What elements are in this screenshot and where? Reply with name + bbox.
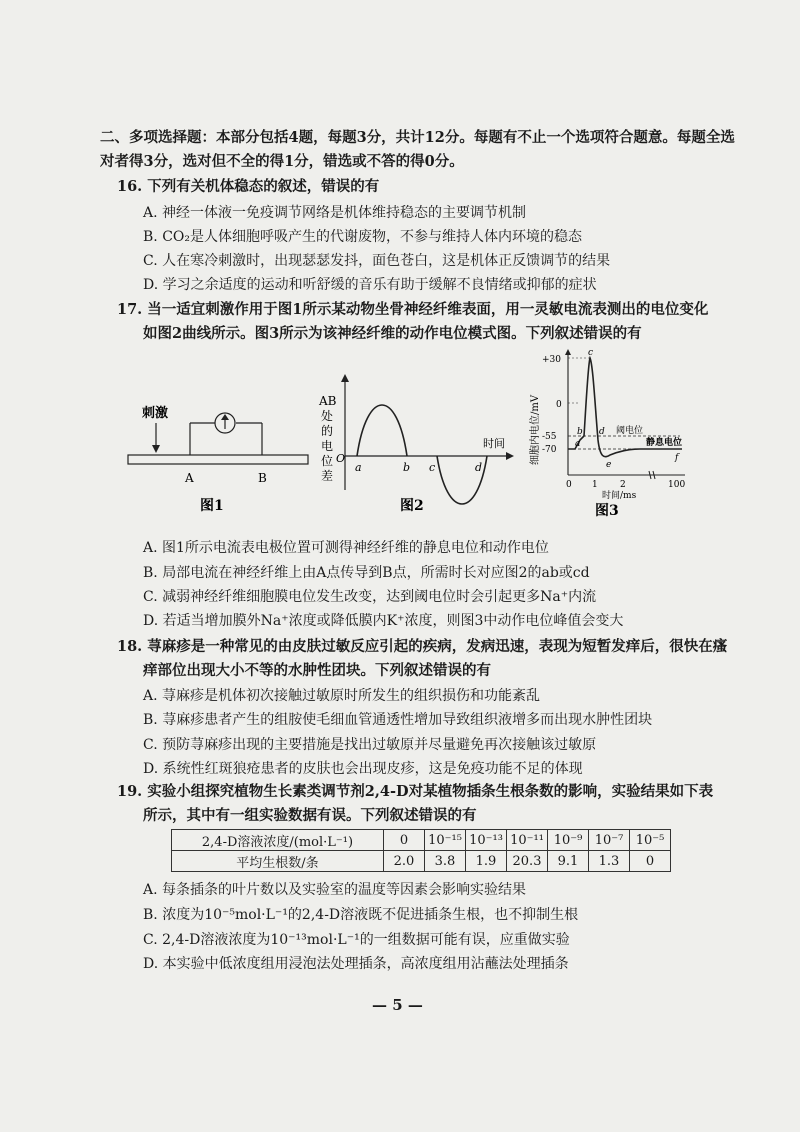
table-cell: 9.1 [548,851,589,872]
fig2-origin: O [336,452,346,465]
fig1-caption: 图1 [200,498,224,514]
fig2-point-d: d [475,461,483,474]
fig2-ylabel-5: 差 [321,469,334,483]
table-row [172,851,671,872]
figure-1 [120,395,320,525]
fig3-ytick-55: -55 [542,432,557,442]
q17-option-d: D. 若适当增加膜外Na⁺浓度或降低膜内K⁺浓度，则图3中动作电位峰值会变大 [143,613,624,629]
fig2-point-b: b [403,461,411,474]
fig2-ylabel-4: 位 [321,454,334,468]
fig2-point-a: a [355,461,362,474]
fig3-point-b: b [577,427,583,437]
fig3-point-a: a [575,439,581,449]
fig3-xtick-1: 1 [592,480,598,490]
table-row [172,830,671,851]
fig2-caption: 图2 [400,498,424,514]
table-cell: 0 [630,851,671,872]
fig3-point-f: f [675,453,679,463]
fig2-ylabel-0: AB [319,394,337,408]
table-cell: 0 [384,830,425,851]
section-header-line2: 对者得3分，选对但不全的得1分，错选或不答的得0分。 [100,153,464,170]
table-cell: 10⁻⁵ [630,830,671,851]
fig3-ytick-30: +30 [542,355,561,365]
fig3-ylabel: 细胞内电位/mV [530,394,541,465]
q19-option-a: A. 每条插条的叶片数以及实验室的温度等因素会影响实验结果 [143,882,527,898]
fig1-point-a: A [185,471,194,485]
fig2-ylabel-2: 的 [321,424,334,438]
fig3-xlabel: 时间/ms [602,491,637,501]
q16-option-a: A. 神经一体液一免疫调节网络是机体维持稳态的主要调节机制 [143,205,527,221]
q18-option-b: B. 荨麻疹患者产生的组胺使毛细血管通透性增加导致组织液增多而出现水肿性团块 [143,712,653,728]
fig1-nerve-fiber [128,455,308,464]
fig3-xtick-2: 2 [620,480,626,490]
table-cell: 20.3 [507,851,548,872]
fig3-threshold-label: 阈电位 [616,426,644,436]
table-cell: 1.9 [466,851,507,872]
q16-option-b: B. CO₂是人体细胞呼吸产生的代谢废物，不参与维持人体内环境的稳态 [143,229,582,245]
table-cell: 3.8 [425,851,466,872]
q17-option-b: B. 局部电流在神经纤维上由A点传导到B点，所需时长对应图2的ab或cd [143,565,590,581]
fig3-point-e: e [606,460,612,470]
table-cell: 10⁻⁹ [548,830,589,851]
fig3-xtick-0: 0 [566,480,572,490]
fig2-ylabel-3: 电 [321,439,334,453]
figure-3 [520,345,690,520]
fig2-positive-wave [357,405,407,456]
q19-data-table [171,829,671,872]
fig2-xlabel: 时间 [483,437,505,450]
fig3-xtick-100: 100 [668,480,686,490]
fig3-ytick-0: 0 [556,400,562,410]
q16-option-d: D. 学习之余适度的运动和听舒缓的音乐有助于缓解不良情绪或抑郁的症状 [143,277,597,293]
fig3-resting-label: 静息电位 [646,438,683,448]
q17-stem-line1: 17. 当一适宜刺激作用于图1所示某动物坐骨神经纤维表面，用一灵敏电流表测出的电位变化 [117,301,709,318]
q18-option-d: D. 系统性红斑狼疮患者的皮肤也会出现皮疹，这是免疫功能不足的体现 [143,761,583,777]
q19-option-b: B. 浓度为10⁻⁵mol·L⁻¹的2,4-D溶液既不促进插条生根，也不抑制生根 [143,907,579,923]
table-cell: 10⁻¹⁵ [425,830,466,851]
fig3-point-c: c [588,348,594,358]
table-cell: 10⁻⁷ [589,830,630,851]
q19-stem-line1: 19. 实验小组探究植物生长素类调节剂2,4-D对某植物插条生根条数的影响，实验结果如下表 [117,783,714,800]
q16-stem: 16. 下列有关机体稳态的叙述，错误的有 [117,178,380,195]
table-header-concentration: 2,4-D溶液浓度/(mol·L⁻¹) [172,830,384,851]
fig3-ytick-70: -70 [542,445,557,455]
table-cell: 1.3 [589,851,630,872]
section-header-line1: 二、多项选择题：本部分包括4题，每题3分，共计12分。每题有不止一个选项符合题意。每题全选 [100,129,735,146]
fig3-point-d: d [599,427,605,437]
figure-2 [315,370,515,520]
q18-option-c: C. 预防荨麻疹出现的主要措施是找出过敏原并尽量避免再次接触该过敏原 [143,737,597,753]
fig3-caption: 图3 [595,503,619,519]
q17-stem-line2: 如图2曲线所示。图3所示为该神经纤维的动作电位模式图。下列叙述错误的有 [143,325,642,342]
fig1-stimulus-label: 刺激 [142,406,169,421]
q19-option-d: D. 本实验中低浓度组用浸泡法处理插条，高浓度组用沾蘸法处理插条 [143,956,569,972]
q17-option-a: A. 图1所示电流表电极位置可测得神经纤维的静息电位和动作电位 [143,540,549,556]
q19-stem-line2: 所示，其中有一组实验数据有误。下列叙述错误的有 [143,807,477,824]
table-cell: 2.0 [384,851,425,872]
page-number: — 5 — [372,996,423,1014]
q16-option-c: C. 人在寒冷刺激时，出现瑟瑟发抖，面色苍白，这是机体正反馈调节的结果 [143,253,611,269]
q18-stem-line2: 痒部位出现大小不等的水肿性团块。下列叙述错误的有 [143,662,491,679]
fig2-ylabel-1: 处 [321,409,334,423]
q19-option-c: C. 2,4-D溶液浓度为10⁻¹³mol·L⁻¹的一组数据可能有误，应重做实验 [143,932,570,948]
table-header-root-count: 平均生根数/条 [172,851,384,872]
fig1-point-b: B [258,471,267,485]
q18-stem-line1: 18. 荨麻疹是一种常见的由皮肤过敏反应引起的疾病，发病迅速，表现为短暂发痒后，很快在瘙 [117,638,728,655]
q18-option-a: A. 荨麻疹是机体初次接触过敏原时所发生的组织损伤和功能紊乱 [143,688,541,704]
q17-option-c: C. 减弱神经纤维细胞膜电位发生改变，达到阈电位时会引起更多Na⁺内流 [143,589,597,605]
table-cell: 10⁻¹¹ [507,830,548,851]
table-cell: 10⁻¹³ [466,830,507,851]
fig2-point-c: c [429,461,436,474]
